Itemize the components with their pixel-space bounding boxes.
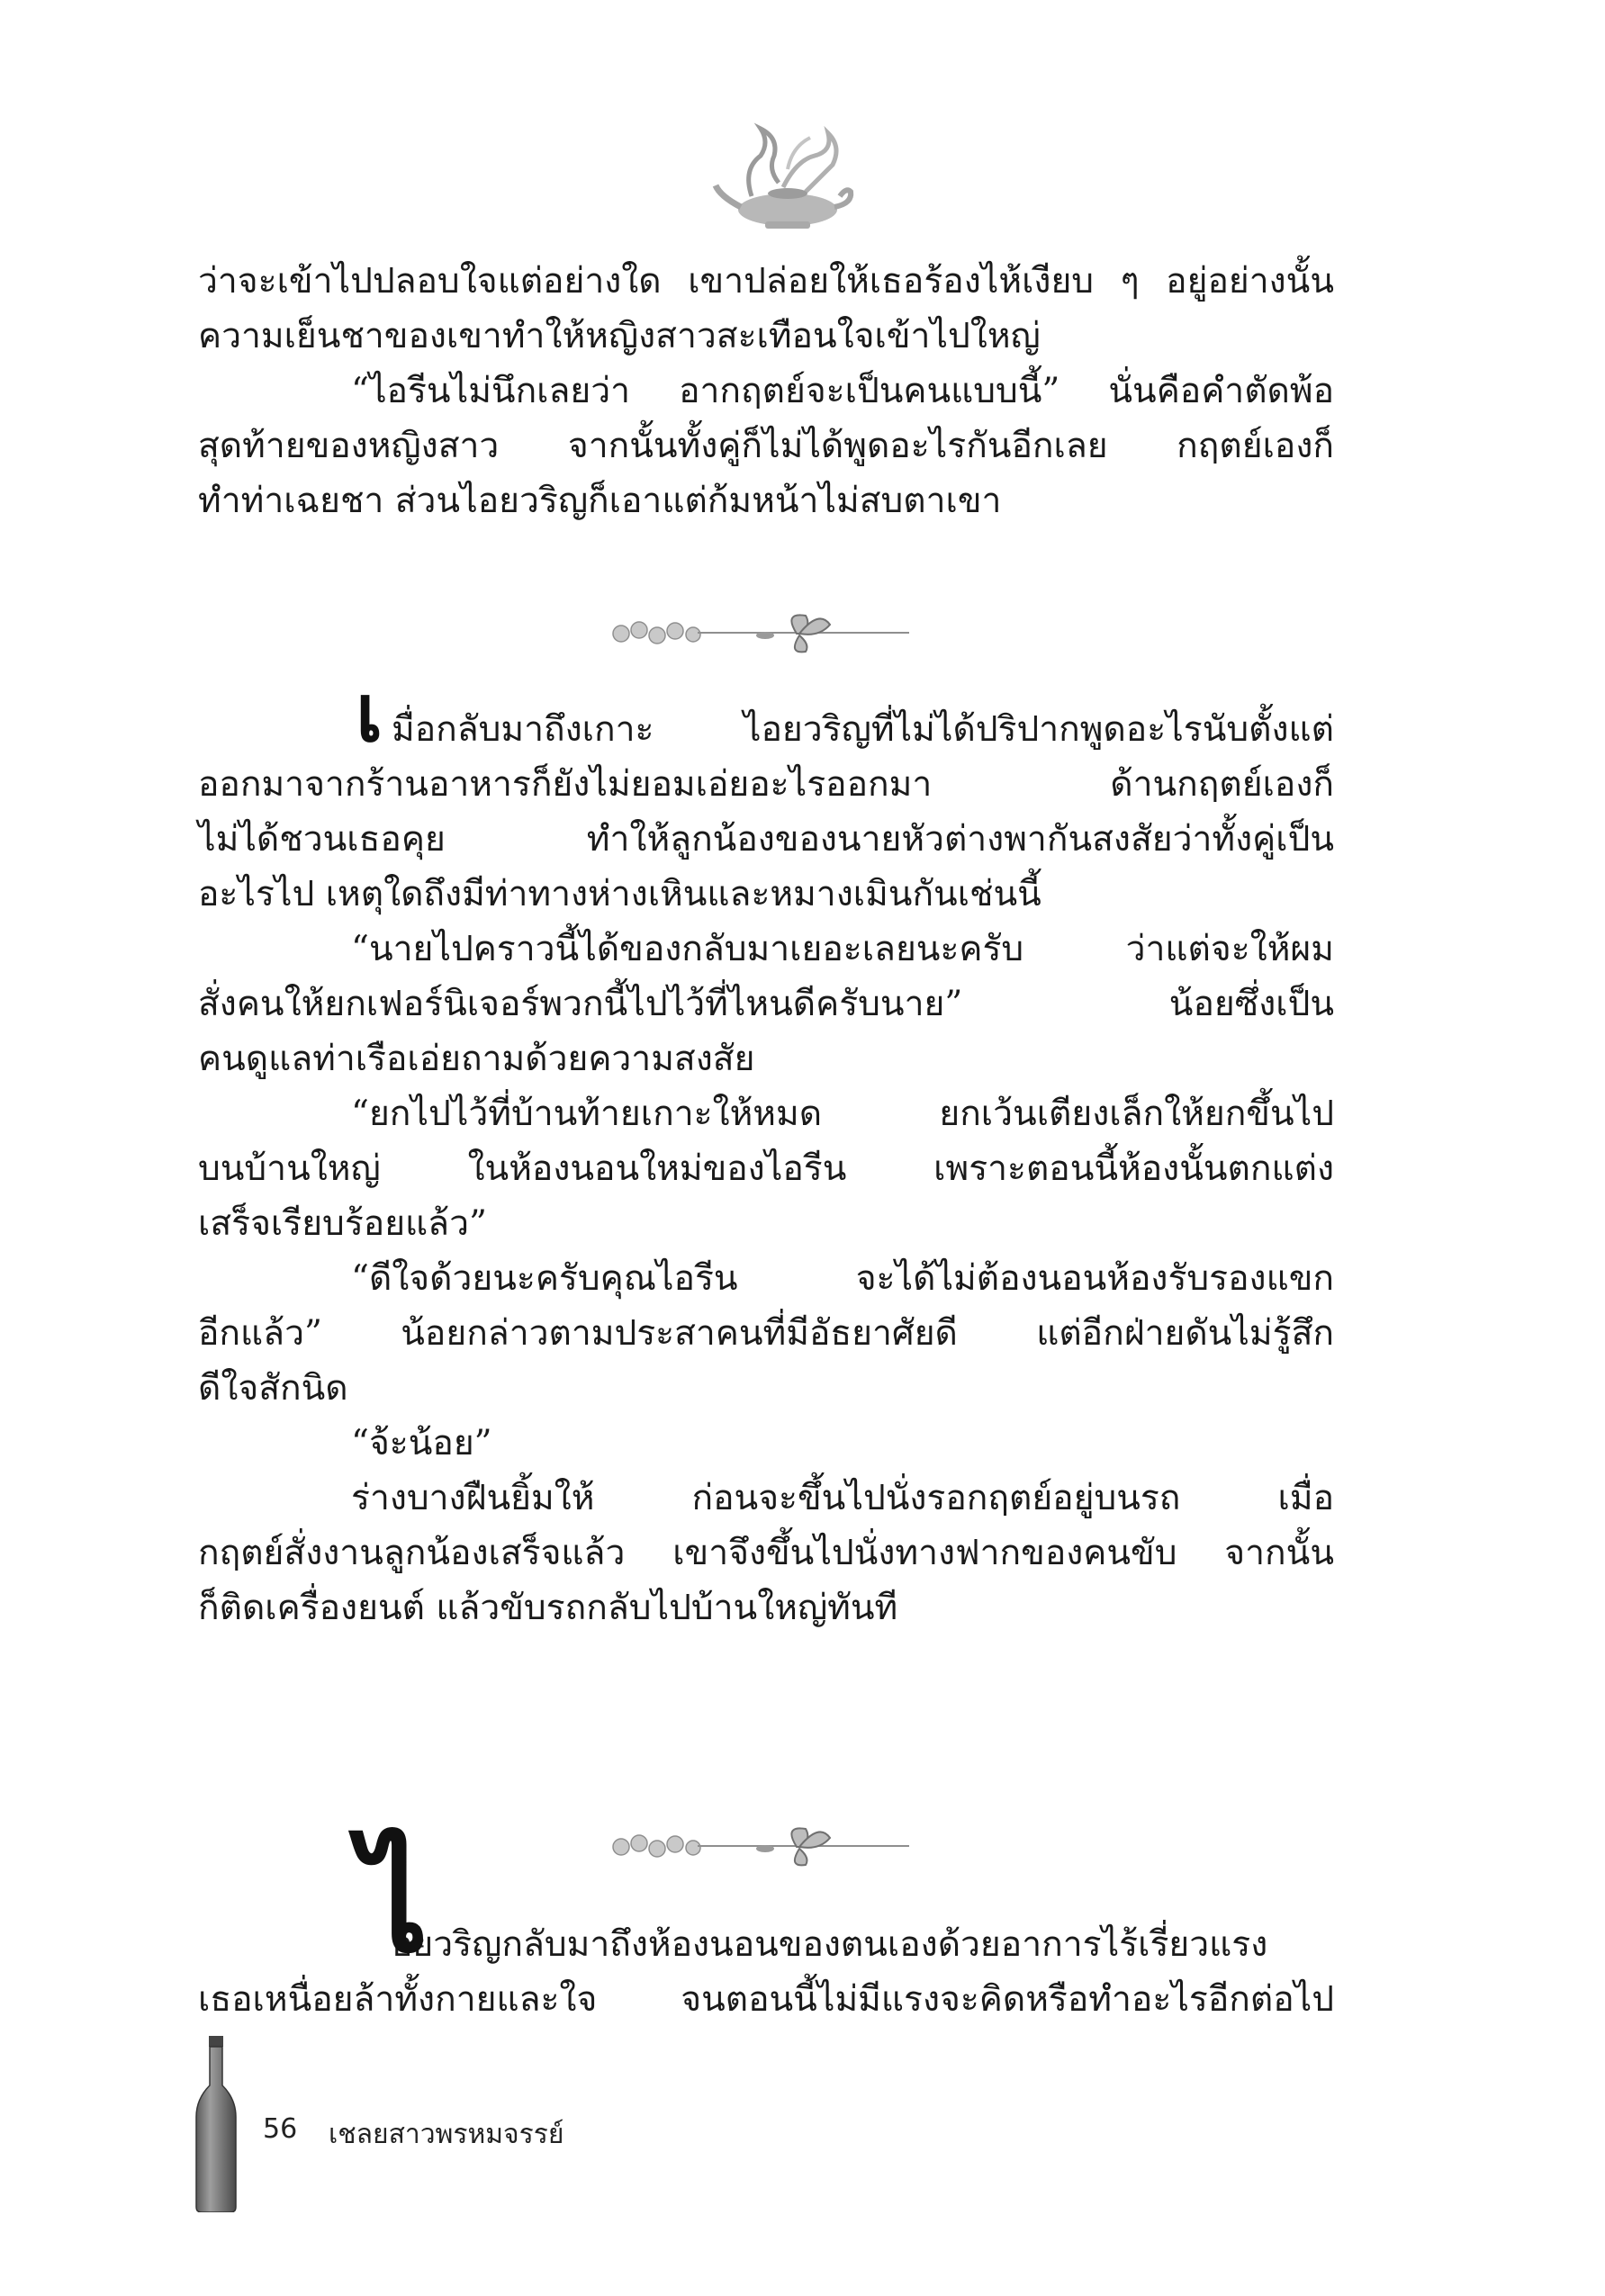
text-line: กฤตย์สั่งงานลูกน้องเสร็จแล้ว เขาจึงขึ้นไปนั่งทางฟากของคนขับ จากนั้น: [198, 1533, 1334, 1573]
text-line: ร่างบางฝืนยิ้มให้ ก่อนจะขึ้นไปนั่งรอกฤตย์อยู่บนรถ เมื่อ: [351, 1478, 1334, 1518]
wine-bottle-icon: [189, 2036, 243, 2212]
book-title: เชลยสาวพรหมจรรย์: [329, 2119, 564, 2150]
page-number: 56: [263, 2113, 298, 2145]
text-line: ดีใจสักนิด: [198, 1368, 348, 1409]
text-line: ทำท่าเฉยชา ส่วนไอยวริญก็เอาแต่ก้มหน้าไม่สบตาเขา: [198, 481, 1002, 521]
paragraph-section-1: [198, 254, 1334, 528]
text-line: สั่งคนให้ยกเฟอร์นิเจอร์พวกนี้ไปไว้ที่ไหนดีครับนาย” น้อยซึ่งเป็น: [198, 984, 1334, 1024]
text-line: “นายไปคราวนี้ได้ของกลับมาเยอะเลยนะครับ ว่าแต่จะให้ผม: [351, 929, 1334, 969]
teapot-steam-icon: [698, 106, 878, 241]
text-line: เธอเหนื่อยล้าทั้งกายและใจ จนตอนนี้ไม่มีแรงจะคิดหรือทำอะไรอีกต่อไป: [198, 1979, 1334, 2020]
text-line: “ยกไปไว้ที่บ้านท้ายเกาะให้หมด ยกเว้นเตียงเล็กให้ยกขึ้นไป: [351, 1094, 1334, 1134]
page-footer: [189, 2036, 909, 2216]
drop-cap: เ: [356, 667, 383, 760]
text-line: ความเย็นชาของเขาทำให้หญิงสาวสะเทือนใจเข้าไปใหญ่: [198, 316, 1041, 356]
drop-cap: ไ: [360, 1826, 428, 1983]
text-line: ก็ติดเครื่องยนต์ แล้วขับรถกลับไปบ้านใหญ่ทันที: [198, 1588, 898, 1628]
paragraph-section-3: [198, 1826, 1334, 2027]
text-line: “จ้ะน้อย”: [351, 1423, 492, 1463]
text-line: เสร็จเรียบร้อยแล้ว”: [198, 1203, 487, 1244]
text-line-with-dropcap: [198, 667, 1334, 760]
text-line: ออกมาจากร้านอาหารก็ยังไม่ยอมเอ่ยอะไรออกมา ด้านกฤตย์เองก็: [198, 764, 1334, 805]
text-line: สุดท้ายของหญิงสาว จากนั้นทั้งคู่ก็ไม่ได้พูดอะไรกันอีกเลย กฤตย์เองก็: [198, 426, 1334, 466]
text-line: ไม่ได้ชวนเธอคุย ทำให้ลูกน้องของนายหัวต่างพากันสงสัยว่าทั้งคู่เป็น: [198, 819, 1334, 860]
flower-vine-butterfly-icon: [603, 605, 918, 659]
paragraph-section-2: [198, 667, 1334, 1635]
text-line: อีกแล้ว” น้อยกล่าวตามประสาคนที่มีอัธยาศัยดี แต่อีกฝ่ายดันไม่รู้สึก: [198, 1313, 1334, 1354]
text-line-with-dropcap: [198, 1826, 1334, 1983]
text-line: มื่อกลับมาถึงเกาะ ไอยวริญที่ไม่ได้ปริปากพูดอะไรนับตั้งแต่: [392, 709, 1334, 750]
text-line: “ไอรีนไม่นึกเลยว่า อากฤตย์จะเป็นคนแบบนี้” นั่นคือคำตัดพ้อ: [351, 371, 1334, 411]
text-line: บนบ้านใหญ่ ในห้องนอนใหม่ของไอรีน เพราะตอนนี้ห้องนั้นตกแต่ง: [198, 1148, 1334, 1189]
text-line: “ดีใจด้วยนะครับคุณไอรีน จะได้ไม่ต้องนอนห้องรับรองแขก: [351, 1258, 1334, 1299]
flower-vine-butterfly-icon: [603, 1818, 918, 1872]
text-line: ว่าจะเข้าไปปลอบใจแต่อย่างใด เขาปล่อยให้เธอร้องไห้เงียบ ๆ อยู่อย่างนั้น: [198, 261, 1334, 302]
text-line: อยวริญกลับมาถึงห้องนอนของตนเองด้วยอาการไร้เรี่ยวแรง: [392, 1924, 1268, 1965]
text-line: อะไรไป เหตุใดถึงมีท่าทางห่างเหินและหมางเมินกันเช่นนี้: [198, 874, 1041, 914]
text-line: คนดูแลท่าเรือเอ่ยถามด้วยความสงสัย: [198, 1039, 755, 1079]
